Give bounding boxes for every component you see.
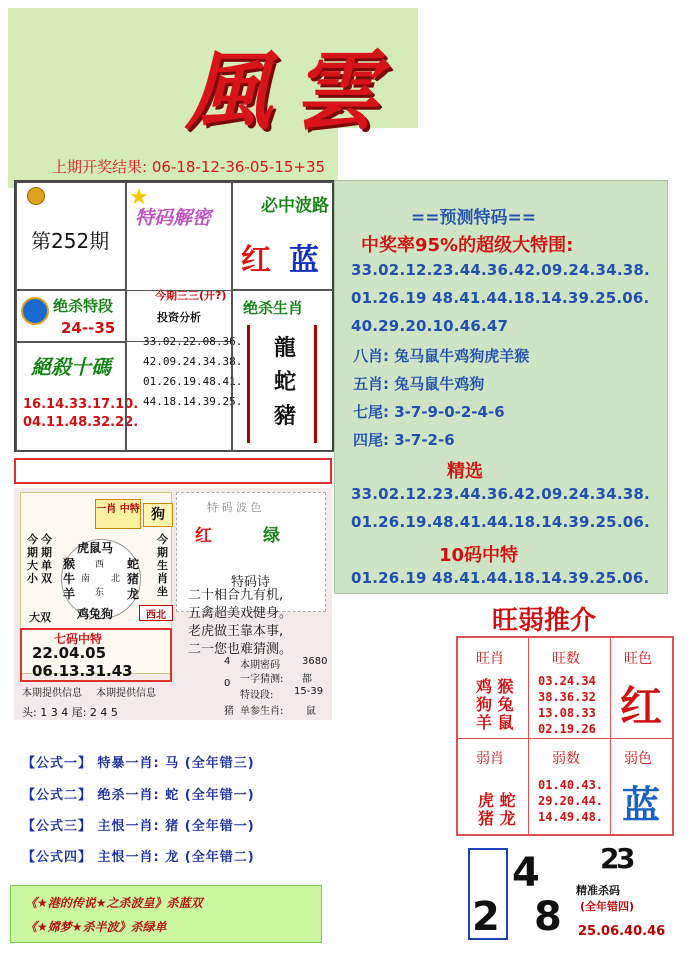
formula-text: 绝杀一肖: 蛇 (全年错一) [97,788,255,803]
prediction-subtitle: 中奖率95%的超级大特围: [361,235,574,256]
seven-tail: 七尾: 3-7-9-0-2-4-6 [353,403,505,421]
kill-section-range: 24--35 [61,319,116,337]
weak-number-header: 弱数 [552,751,580,767]
invest-row: 44.18.14.39.25. [143,395,243,408]
left-col2-char: 单 [41,559,52,572]
kill-zodiac-char: 龍 [274,336,297,361]
seven-code-row: 06.13.31.43 [32,662,133,680]
info-note: 本期提供信息 [22,688,82,699]
dog-label: 狗 [143,503,173,527]
strong-weak-table [456,636,674,836]
formula-row [22,815,255,834]
wave-title: 必中波路 [261,196,329,216]
ten-code-title: 10码中特 [439,545,519,566]
weak-color-header: 弱色 [624,751,652,767]
ten-code-row: 01.26.19 48.41.44.18.14.39.25.06. [351,569,650,587]
lower-left-panel [14,488,332,720]
strong-numbers: 13.08.33 [538,706,596,720]
table-divider [610,638,611,834]
four-tail: 四尾: 3-7-2-6 [353,431,455,449]
strong-zodiac-header: 旺肖 [476,651,504,667]
strong-numbers: 38.36.32 [538,690,596,704]
kill-wave-banner [10,885,322,943]
yinyang-icon [21,297,49,325]
seven-code-title: 七码中特 [54,632,103,646]
formula-tag: 【公式四】 [22,850,93,865]
banner-line: 《★嫦梦★杀半波》杀绿单 [25,920,167,934]
left-col2-char: 期 [41,546,52,559]
left-column-2 [41,533,52,585]
poem-title: 特码诗 [231,575,271,590]
invest-row: 01.26.19.48.41. [143,375,243,388]
formula-tag: 【公式三】 [22,819,93,834]
strong-weak-title: 旺弱推介 [492,606,597,636]
formula-row [22,784,255,803]
direction-label: 南 [81,574,91,584]
info-key: 4 [224,656,231,667]
banner-line: 《★港的传说★之杀波皇》杀蓝双 [25,896,203,910]
one-zodiac-text: 一肖 中特 [96,504,140,515]
info-value: 都 [302,674,312,685]
formula-text: 特暴一肖: 马 (全年错三) [97,756,255,771]
invest-row: 33.02.22.08.36. [143,335,243,348]
kill-code-sub: (全年错四) [580,900,635,913]
secret-title: 特码解密 [135,207,212,229]
poem-line: 二一您也难猜测。 [188,642,293,657]
period-number: 第252期 [31,229,110,253]
info-note: 本期提供信息 [96,688,156,699]
left-column [27,533,38,585]
formula-text: 主恨一肖: 猪 (全年错一) [97,819,255,834]
info-key: 0 [224,678,231,689]
eight-zodiac: 八肖: 兔马鼠牛鸡狗虎羊猴 [353,347,530,365]
prediction-row: 01.26.19 48.41.44.18.14.39.25.06. [351,289,650,307]
weak-zodiac: 猪 龙 [478,809,516,828]
kill-section-cell [16,290,126,342]
formula-tag: 【公式一】 [22,756,93,771]
info-value: 15-39 [294,686,324,697]
strong-color-header: 旺色 [624,651,652,667]
info-label: 单参生肖: [240,706,284,717]
left-col2-char: 今 [41,533,52,546]
wave-color-label: 特 码 波 色 [207,501,262,514]
kill-section-title: 绝杀特段 [53,297,114,315]
strong-color: 红 [620,682,663,731]
invest-row: 42.09.24.34.38. [143,355,243,368]
info-key: 猪 [224,706,234,717]
weak-numbers: 01.40.43. [538,778,604,792]
selection-row: 01.26.19.48.41.44.18.14.39.25.06. [351,513,650,531]
right-col-char: 肖 [157,572,168,585]
formula-tag: 【公式二】 [22,788,93,803]
wave-color-red: 红 [195,526,212,546]
coin-icon [27,187,45,205]
right-column [157,533,168,598]
weak-zodiac: 虎 蛇 [478,791,516,810]
poem-line: 老虎做王靠本事, [188,624,284,639]
period-cell [16,182,126,290]
ten-kill-title: 絕殺十碼 [31,355,111,379]
poem-line: 二十相合九有机, [188,588,284,603]
northwest-label: 西北 [139,605,173,621]
decor-digit: 2 [600,842,620,875]
kill-zodiac-title: 绝杀生肖 [243,299,304,317]
decor-digit: 3 [616,842,636,875]
decor-digit: 8 [534,894,562,940]
ten-kill-row: 16.14.33.17.10. [23,397,139,412]
secret-date: 今期三三(开?) [155,289,227,302]
info-label: 特设段: [240,690,274,701]
table-divider [458,738,672,739]
formula-text: 主恨一肖: 龙 (全年错二) [97,850,255,865]
seven-code-row: 22.04.05 [32,644,107,662]
right-col-char: 生 [157,559,168,572]
kill-zodiac-cell [232,290,336,452]
empty-banner [14,458,332,484]
info-grid [14,180,334,452]
ten-kill-cell [16,342,139,452]
decor-digit: 2 [472,894,500,940]
left-col-char: 今 [27,533,38,546]
weak-zodiac-header: 弱肖 [476,751,504,767]
kill-code-numbers: 25.06.40.46 [578,924,666,939]
one-zodiac-label [95,499,141,529]
poem-line: 五禽超美戏健身。 [188,606,293,621]
strong-numbers: 02.19.26 [538,722,596,736]
formula-row [22,752,255,771]
ring-top: 虎鼠马 [77,541,114,555]
last-draw-result: 上期开奖结果: 06-18-12-36-05-15+35 [52,158,326,176]
info-label: 本期密码 [240,660,280,671]
direction-label: 北 [111,574,121,584]
strong-zodiac: 鸡 猴 [476,677,514,696]
wave-red: 红 [241,243,271,278]
prediction-row: 40.29.20.10.46.47 [351,317,509,335]
prediction-row: 33.02.12.23.44.36.42.09.24.34.38. [351,261,650,279]
strong-numbers: 03.24.34 [538,674,596,688]
prediction-panel [334,180,668,594]
left-col-char: 小 [27,572,38,585]
head-tail-numbers: 头: 1 3 4 尾: 2 4 5 [22,706,118,719]
left-col-char: 大 [27,559,38,572]
weak-numbers: 14.49.48. [538,810,604,824]
kill-zodiac-char: 蛇 [274,370,297,395]
left-col-char: 期 [27,546,38,559]
info-value: 3680 [302,656,328,667]
wave-cell [232,182,336,290]
weak-color: 蓝 [622,783,661,827]
right-col-char: 今 [157,533,168,546]
formula-row [22,846,255,865]
direction-label: 西 [95,560,105,570]
kill-zodiac-char: 豬 [274,404,297,429]
kill-zodiac-box [247,325,317,443]
ring-right: 蛇猪龙 [127,557,140,601]
left-col2-char: 双 [41,572,52,585]
prediction-title: ==预测特码== [411,208,536,228]
info-label: 一字猜测: [240,674,284,685]
wave-blue: 蓝 [289,243,319,278]
right-col-char: 期 [157,546,168,559]
page-title: 風雲 [185,41,401,142]
table-divider [528,638,529,834]
weak-numbers: 29.20.44. [538,794,604,808]
invest-cell [126,290,243,452]
kill-code-box [460,842,676,946]
info-table [176,656,326,720]
info-value: 鼠 [306,706,316,717]
size-label: 大双 [29,611,51,624]
kill-code-label: 精准杀码 [576,884,620,897]
selection-title: 精选 [447,461,483,482]
invest-title: 投资分析 [157,311,201,324]
right-col-char: 坐 [157,585,168,598]
strong-zodiac: 羊 鼠 [476,713,514,732]
selection-row: 33.02.12.23.44.36.42.09.24.34.38. [351,485,650,503]
strong-number-header: 旺数 [552,651,580,667]
ten-kill-row: 04.11.48.32.22. [23,415,139,430]
strong-zodiac: 狗 兔 [476,695,514,714]
star-icon: ★ [129,185,149,210]
ring-left: 猴牛羊 [63,557,76,601]
direction-label: 东 [95,588,105,598]
wave-color-green: 绿 [263,526,280,546]
five-zodiac: 五肖: 兔马鼠牛鸡狗 [353,375,485,393]
decor-digit: 4 [512,850,540,896]
ring-bottom: 鸡兔狗 [77,607,114,621]
